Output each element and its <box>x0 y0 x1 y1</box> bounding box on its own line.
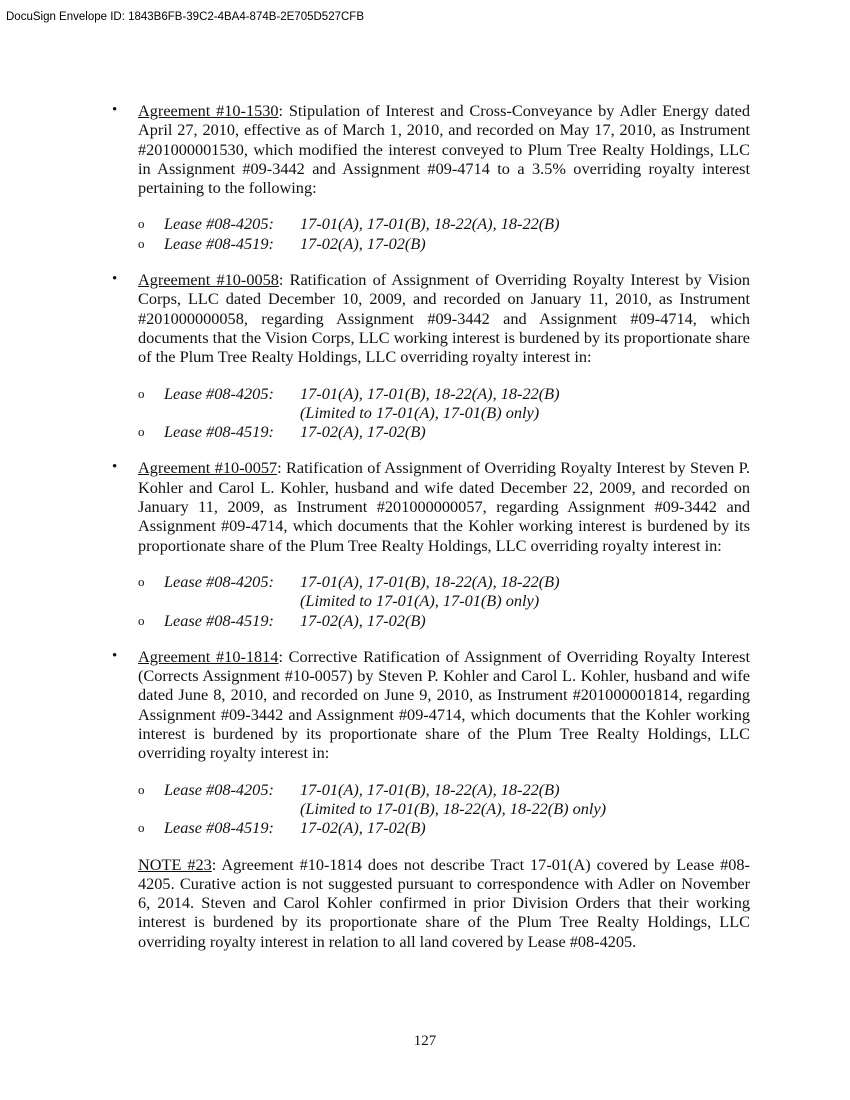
lease-tracts <box>300 818 426 837</box>
envelope-id-header: DocuSign Envelope ID: 1843B6FB-39C2-4BA4-874B-2E705D527CFB <box>6 11 364 23</box>
lease-number: Lease #08-4519: <box>164 818 274 838</box>
lease-list <box>138 780 750 838</box>
tract-limitation: (Limited to 17-01(A), 17-01(B) only) <box>300 591 540 611</box>
agreement-paragraph <box>138 458 750 554</box>
agreement-10-1530 <box>112 101 750 253</box>
agreement-text: : Ratification of Assignment of Overriding Royalty Interest by Steven P. Kohler and Carol L. Kohler, husband and wife dated December 22, 2009, and recorded on January 11, 2009, as Instrument #201000000057, regarding Assignment #09-3442 and Assignment #09-4714, which documents that the Kohler working interest is burdened by its proportionate share of the Plum Tree Realty Holdings, LLC overriding royalty interest in: <box>138 458 751 555</box>
lease-tracts <box>300 780 606 819</box>
agreement-text: : Stipulation of Interest and Cross-Conveyance by Adler Energy dated April 27, 2010, effective as of March 1, 2010, and recorded on May 17, 2010, as Instrument #201000001530, which modified the interest conveyed to Plum Tree Realty Holdings, LLC in Assignment #09-3442 and Assignment #09-4714 to a 3.5% overriding royalty interest pertaining to the following: <box>138 101 750 198</box>
lease-list <box>138 214 750 253</box>
circle-bullet-icon: o <box>138 612 145 628</box>
circle-bullet-icon: o <box>138 781 145 797</box>
agreement-paragraph <box>138 647 750 763</box>
lease-item <box>138 572 750 611</box>
lease-number: Lease #08-4205: <box>164 383 274 403</box>
note-text: : Agreement #10-1814 does not describe Tract 17-01(A) covered by Lease #08-4205. Curative action is not suggested pursuant to correspondence with Adler on November 6, 2014. Steven and Carol Kohler confirmed in prior Division Orders that their working interest is burdened by its proportionate share of the Plum Tree Realty Holdings, LLC overriding royalty interest in relation to all land covered by Lease #08-4205. <box>138 854 750 951</box>
lease-item <box>138 214 750 233</box>
agreement-10-0057 <box>112 458 750 629</box>
circle-bullet-icon: o <box>138 820 145 836</box>
agreement-10-0058 <box>112 270 750 441</box>
lease-number: Lease #08-4205: <box>164 571 274 591</box>
tract-list: 17-01(A), 17-01(B), 18-22(A), 18-22(B) <box>300 214 560 234</box>
tract-list: 17-02(A), 17-02(B) <box>300 422 426 442</box>
lease-tracts <box>300 214 560 233</box>
lease-item <box>138 818 750 837</box>
circle-bullet-icon: o <box>138 216 145 232</box>
lease-tracts <box>300 572 560 611</box>
bullet-icon: • <box>112 102 118 118</box>
tract-limitation: (Limited to 17-01(A), 17-01(B) only) <box>300 402 540 422</box>
tract-list: 17-01(A), 17-01(B), 18-22(A), 18-22(B) <box>300 779 560 799</box>
bullet-icon: • <box>112 647 118 664</box>
page-number: 127 <box>413 1033 437 1049</box>
tract-list: 17-02(A), 17-02(B) <box>300 818 426 838</box>
lease-number: Lease #08-4519: <box>164 610 274 630</box>
agreement-reference: Agreement #10-1814 <box>138 646 279 666</box>
lease-item <box>138 611 750 630</box>
circle-bullet-icon: o <box>138 424 145 440</box>
tract-limitation: (Limited to 17-01(B), 18-22(A), 18-22(B) only) <box>300 798 607 818</box>
document-body <box>112 101 750 951</box>
lease-item <box>138 422 750 441</box>
lease-number: Lease #08-4519: <box>164 422 274 442</box>
tract-list: 17-02(A), 17-02(B) <box>300 233 426 253</box>
agreement-paragraph <box>138 270 750 366</box>
bullet-icon: • <box>112 271 118 288</box>
agreement-paragraph <box>138 101 750 197</box>
circle-bullet-icon: o <box>138 573 145 589</box>
tract-list: 17-01(A), 17-01(B), 18-22(A), 18-22(B) <box>300 383 560 403</box>
lease-list <box>138 572 750 630</box>
lease-item <box>138 234 750 253</box>
lease-tracts <box>300 422 426 441</box>
tract-list: 17-02(A), 17-02(B) <box>300 610 426 630</box>
note-23 <box>112 855 750 951</box>
agreement-reference: Agreement #10-1530 <box>138 101 279 120</box>
circle-bullet-icon: o <box>138 235 145 251</box>
agreement-reference: Agreement #10-0058 <box>138 270 279 290</box>
agreement-reference: Agreement #10-0057 <box>138 458 278 478</box>
agreement-text: : Ratification of Assignment of Overriding Royalty Interest by Vision Corps, LLC dated December 10, 2009, and recorded on January 11, 2010, as Instrument #201000000058, regarding Assignment #09-3442 and Assignment #09-4714, which documents that the Vision Corps, LLC working interest is burdened by its proportionate share of the Plum Tree Realty Holdings, LLC overriding royalty interest in: <box>138 270 750 367</box>
lease-item <box>138 384 750 423</box>
agreement-text: : Corrective Ratification of Assignment of Overriding Royalty Interest (Corrects Assignment #10-0057) by Steven P. Kohler and Carol L. Kohler, husband and wife dated June 8, 2010, and recorded on June 9, 2010, as Instrument #201000001814, regarding Assignment #09-3442 and Assignment #09-4714, which documents that the Kohler working interest is burdened by its proportionate share of the Plum Tree Realty Holdings, LLC overriding royalty interest in: <box>138 646 751 763</box>
lease-tracts <box>300 611 426 630</box>
lease-number: Lease #08-4205: <box>164 779 274 799</box>
bullet-icon: • <box>112 459 118 476</box>
tract-list: 17-01(A), 17-01(B), 18-22(A), 18-22(B) <box>300 571 560 591</box>
lease-tracts <box>300 234 426 253</box>
lease-item <box>138 780 750 819</box>
circle-bullet-icon: o <box>138 385 145 401</box>
note-label: NOTE #23 <box>138 854 212 874</box>
lease-number: Lease #08-4205: <box>164 214 274 234</box>
lease-list <box>138 384 750 442</box>
agreement-10-1814 <box>112 647 750 838</box>
lease-number: Lease #08-4519: <box>164 233 274 253</box>
lease-tracts <box>300 384 560 423</box>
